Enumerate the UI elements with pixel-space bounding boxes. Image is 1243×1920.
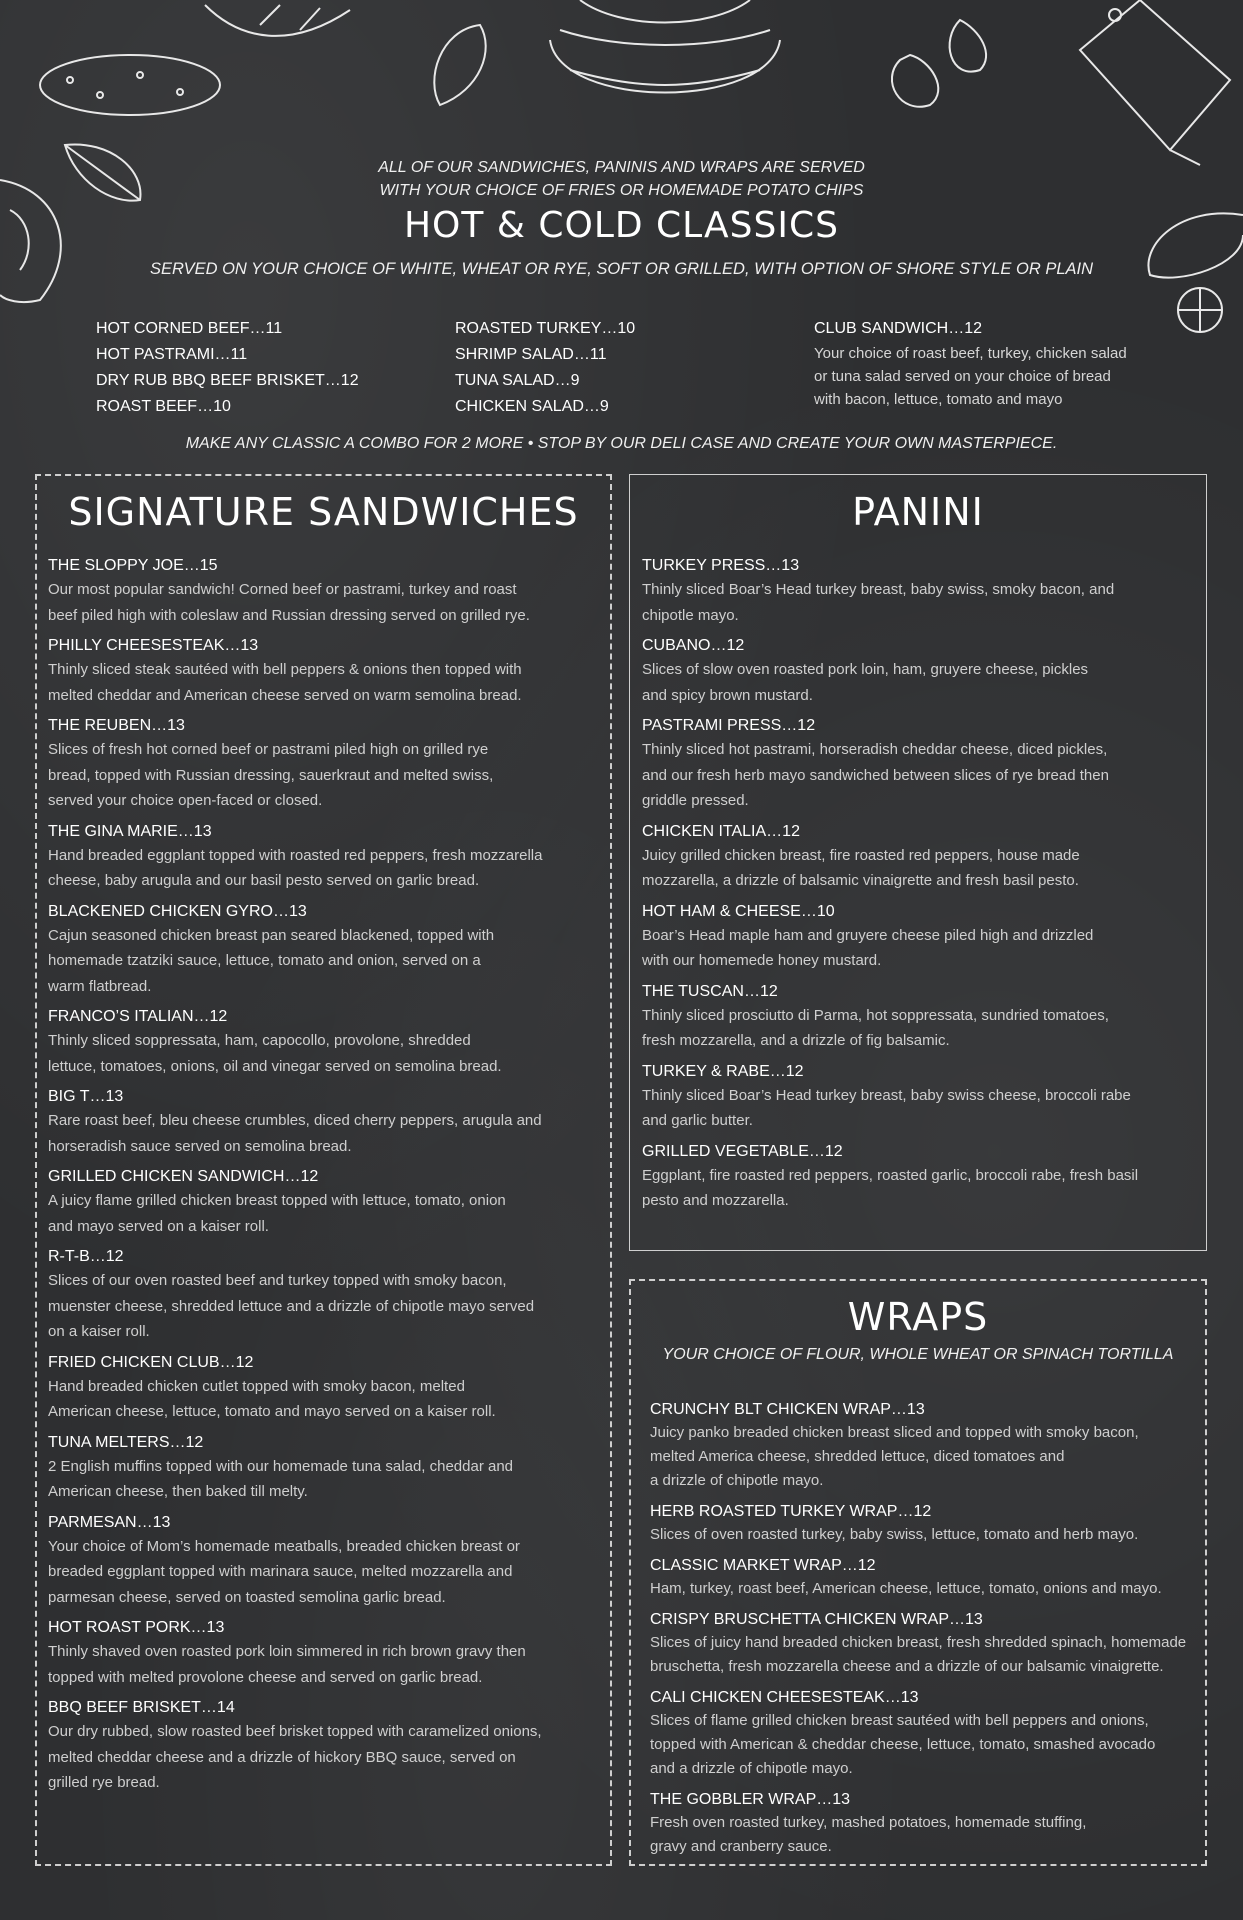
menu-item-description [48, 1268, 608, 1345]
description-line: Juicy grilled chicken breast, fire roasted red peppers, house made [642, 846, 1080, 864]
description-line: melted cheddar and American cheese served on warm semolina bread. [48, 686, 522, 704]
menu-item-name: BLACKENED CHICKEN GYRO…13 [48, 902, 307, 920]
description-line: Fresh oven roasted turkey, mashed potatoes, homemade stuffing, [650, 1814, 1087, 1831]
menu-item-description [48, 1454, 608, 1505]
menu-item-name: HOT ROAST PORK…13 [48, 1619, 225, 1636]
description-line: griddle pressed. [642, 792, 749, 809]
classics-subtitle: SERVED ON YOUR CHOICE OF WHITE, WHEAT OR RYE, SOFT OR GRILLED, WITH OPTION OF SHORE STYLE OR PLAIN [149, 260, 1094, 278]
menu-item-name: GRILLED VEGETABLE…12 [642, 1142, 843, 1160]
club-sandwich-desc: Your choice of roast beef, turkey, chicken salad or tuna salad served on your choice of bread with bacon, lettuce, tomato and mayo [814, 345, 1127, 408]
description-line: fresh mozzarella, and a drizzle of fig balsamic. [642, 1032, 950, 1049]
menu-item-name: FRANCO’S ITALIAN…12 [48, 1008, 228, 1025]
menu-item-description [642, 923, 1202, 974]
menu-item-description [48, 737, 608, 814]
description-line: parmesan cheese, served on toasted semolina garlic bread. [48, 1588, 446, 1606]
description-line: cheese, baby arugula and our basil pesto served on garlic bread. [48, 872, 480, 889]
menu-item-description [48, 923, 608, 1000]
description-line: American cheese, then baked till melty. [48, 1483, 308, 1500]
classic-item: TUNA SALAD…9 [455, 372, 580, 389]
menu-item-description [642, 1083, 1202, 1134]
description-line: melted cheddar cheese and a drizzle of hickory BBQ sauce, served on [48, 1748, 516, 1766]
menu-item-description [48, 657, 608, 708]
menu-item-name: PHILLY CHEESESTEAK…13 [48, 637, 259, 654]
menu-item-description [48, 1028, 608, 1079]
garlic-doodle [880, 10, 1000, 120]
menu-item-description [642, 657, 1202, 708]
description-line: Thinly sliced hot pastrami, horseradish cheddar cheese, diced pickles, [642, 741, 1108, 758]
classic-item: ROASTED TURKEY…10 [455, 320, 636, 337]
menu-item-description [48, 1188, 608, 1239]
description-line: Thinly sliced prosciutto di Parma, hot soppressata, sundried tomatoes, [642, 1006, 1109, 1024]
description-line: 2 English muffins topped with our homemade tuna salad, cheddar and [48, 1457, 514, 1475]
intro-line-2: WITH YOUR CHOICE OF FRIES OR HOMEMADE POTATO CHIPS [379, 182, 864, 199]
classics-column-1 [96, 316, 359, 420]
menu-item-name: TUNA MELTERS…12 [48, 1433, 204, 1451]
combo-note: MAKE ANY CLASSIC A COMBO FOR 2 MORE • STOP BY OUR DELI CASE AND CREATE YOUR OWN MASTERPIECE. [185, 435, 1058, 452]
description-line: Slices of our oven roasted beef and turkey topped with smoky bacon, [48, 1272, 507, 1289]
description-line: Slices of juicy hand breaded chicken breast, fresh shredded spinach, homemade [650, 1634, 1187, 1651]
description-line: lettuce, tomatoes, onions, oil and vinegar served on semolina bread. [48, 1057, 502, 1075]
menu-item-name: FRIED CHICKEN CLUB…12 [48, 1353, 254, 1371]
classics-column-3 [814, 316, 1134, 411]
menu-item-description [48, 1719, 608, 1796]
description-line: warm flatbread. [48, 977, 152, 995]
menu-item-name: CHICKEN ITALIA…12 [642, 822, 800, 840]
description-line: and a drizzle of chipotle mayo. [650, 1760, 853, 1777]
description-line: Boar’s Head maple ham and gruyere cheese piled high and drizzled [642, 926, 1094, 944]
description-line: Hand breaded eggplant topped with roasted red peppers, fresh mozzarella [48, 846, 543, 864]
description-line: Thinly sliced steak sautéed with bell peppers & onions then topped with [48, 661, 522, 678]
menu-item-description [650, 1523, 1205, 1547]
description-line: Cajun seasoned chicken breast pan seared blackened, topped with [48, 926, 495, 944]
description-line: mozzarella, a drizzle of balsamic vinaigrette and fresh basil pesto. [642, 872, 1079, 889]
menu-item-name: PARMESAN…13 [48, 1513, 171, 1531]
description-line: served your choice open-faced or closed. [48, 792, 323, 809]
description-line: chipotle mayo. [642, 606, 739, 624]
cleaver-doodle [1040, 0, 1243, 170]
menu-item-description [650, 1811, 1205, 1859]
description-line: topped with American & cheddar cheese, lettuce, tomato, smashed avocado [650, 1736, 1156, 1753]
club-sandwich-name: CLUB SANDWICH…12 [814, 320, 983, 337]
description-line: grilled rye bread. [48, 1774, 160, 1791]
wraps-title: WRAPS [847, 1295, 989, 1339]
panini-title: PANINI [852, 490, 984, 534]
menu-item-name: CLASSIC MARKET WRAP…12 [650, 1557, 876, 1574]
description-line: Thinly sliced Boar’s Head turkey breast, baby swiss cheese, broccoli rabe [642, 1086, 1131, 1104]
signature-items-list [48, 548, 608, 1796]
description-line: Thinly shaved oven roasted pork loin simmered in rich brown gravy then [48, 1643, 526, 1660]
menu-item-description [650, 1709, 1205, 1781]
menu-item-description [642, 577, 1202, 628]
description-line: pesto and mozzarella. [642, 1192, 789, 1209]
description-line: bread, topped with Russian dressing, sauerkraut and melted swiss, [48, 766, 494, 784]
description-line: Slices of flame grilled chicken breast sautéed with bell peppers and onions, [650, 1712, 1149, 1729]
menu-item-name: GRILLED CHICKEN SANDWICH…12 [48, 1168, 319, 1185]
menu-item-name: TURKEY PRESS…13 [642, 557, 800, 574]
menu-item-name: CRISPY BRUSCHETTA CHICKEN WRAP…13 [650, 1611, 983, 1628]
description-line: with our homemede honey mustard. [642, 952, 882, 969]
menu-item-description [650, 1421, 1205, 1493]
classic-item: SHRIMP SALAD…11 [455, 346, 607, 363]
description-line: breaded eggplant topped with marinara sauce, melted mozzarella and [48, 1563, 513, 1580]
classic-item: CHICKEN SALAD…9 [455, 398, 609, 415]
description-line: Your choice of Mom’s homemade meatballs, breaded chicken breast or [48, 1537, 520, 1555]
description-line: and our fresh herb mayo sandwiched between slices of rye bread then [642, 766, 1109, 784]
menu-item-name: THE GINA MARIE…13 [48, 822, 212, 840]
description-line: A juicy flame grilled chicken breast topped with lettuce, tomato, onion [48, 1192, 506, 1209]
description-line: Hand breaded chicken cutlet topped with smoky bacon, melted [48, 1377, 465, 1395]
menu-item-description [48, 1639, 608, 1690]
description-line: homemade tzatziki sauce, lettuce, tomato and onion, served on a [48, 952, 481, 969]
intro-line-1: ALL OF OUR SANDWICHES, PANINIS AND WRAPS ARE SERVED [378, 159, 865, 176]
description-line: and mayo served on a kaiser roll. [48, 1217, 269, 1235]
menu-item-description [48, 577, 608, 628]
description-line: Thinly sliced Boar’s Head turkey breast, baby swiss, smoky bacon, and [642, 581, 1115, 598]
description-line: Our dry rubbed, slow roasted beef brisket topped with caramelized onions, [48, 1723, 542, 1740]
menu-item-name: TURKEY & RABE…12 [642, 1062, 804, 1080]
description-line: bruschetta, fresh mozzarella cheese and a drizzle of our balsamic vinaigrette. [650, 1658, 1164, 1675]
menu-item-description [642, 1163, 1202, 1214]
description-line: horseradish sauce served on semolina bread. [48, 1137, 352, 1155]
wraps-subtitle: YOUR CHOICE OF FLOUR, WHOLE WHEAT OR SPINACH TORTILLA [662, 1346, 1174, 1363]
menu-item-name: PASTRAMI PRESS…12 [642, 717, 816, 734]
lettuce-doodle [200, 0, 360, 60]
menu-item-name: HERB ROASTED TURKEY WRAP…12 [650, 1503, 932, 1520]
menu-item-description [650, 1577, 1205, 1601]
menu-item-name: THE REUBEN…13 [48, 717, 185, 734]
menu-item-description [642, 1003, 1202, 1054]
menu-item-name: CRUNCHY BLT CHICKEN WRAP…13 [650, 1401, 925, 1418]
description-line: melted America cheese, shredded lettuce, diced tomatoes and [650, 1448, 1065, 1465]
basil-leaf-doodle [420, 20, 500, 110]
description-line: Juicy panko breaded chicken breast sliced and topped with smoky bacon, [650, 1424, 1139, 1441]
menu-item-description [642, 843, 1202, 894]
signature-title: SIGNATURE SANDWICHES [68, 490, 579, 534]
classics-title: HOT & COLD CLASSICS [403, 205, 839, 246]
description-line: American cheese, lettuce, tomato and mayo served on a kaiser roll. [48, 1403, 496, 1420]
menu-item-name: BIG T…13 [48, 1088, 124, 1105]
description-line: on a kaiser roll. [48, 1323, 150, 1340]
menu-item-description [642, 737, 1202, 814]
wraps-items-list [650, 1391, 1205, 1859]
description-line: muenster cheese, shredded lettuce and a drizzle of chipotle mayo served [48, 1297, 535, 1315]
menu-item-name: HOT HAM & CHEESE…10 [642, 902, 835, 920]
menu-item-name: THE SLOPPY JOE…15 [48, 557, 218, 574]
description-line: a drizzle of chipotle mayo. [650, 1472, 824, 1489]
menu-item-name: CALI CHICKEN CHEESESTEAK…13 [650, 1689, 919, 1706]
classic-item: HOT CORNED BEEF…11 [96, 320, 283, 337]
menu-item-description [48, 1374, 608, 1425]
description-line: Thinly sliced soppressata, ham, capocollo, provolone, shredded [48, 1032, 471, 1049]
classic-item: HOT PASTRAMI…11 [96, 346, 248, 363]
description-line: Rare roast beef, bleu cheese crumbles, diced cherry peppers, arugula and [48, 1112, 542, 1129]
description-line: Slices of oven roasted turkey, baby swiss, lettuce, tomato and herb mayo. [650, 1526, 1139, 1543]
menu-item-description [650, 1631, 1205, 1679]
description-line: Slices of slow oven roasted pork loin, ham, gruyere cheese, pickles [642, 661, 1089, 678]
menu-item-description [48, 1534, 608, 1611]
description-line: and garlic butter. [642, 1112, 753, 1129]
menu-item-description [48, 1108, 608, 1159]
menu-item-name: CUBANO…12 [642, 637, 745, 654]
description-line: Our most popular sandwich! Corned beef or pastrami, turkey and roast [48, 581, 517, 598]
description-line: topped with melted provolone cheese and served on garlic bread. [48, 1668, 483, 1686]
menu-item-name: THE TUSCAN…12 [642, 982, 778, 1000]
description-line: beef piled high with coleslaw and Russian dressing served on grilled rye. [48, 606, 530, 624]
description-line: Ham, turkey, roast beef, American cheese, lettuce, tomato, onions and mayo. [650, 1580, 1162, 1597]
description-line: gravy and cranberry sauce. [650, 1838, 832, 1855]
description-line: Eggplant, fire roasted red peppers, roasted garlic, broccoli rabe, fresh basil [642, 1166, 1139, 1184]
description-line: Slices of fresh hot corned beef or pastrami piled high on grilled rye [48, 741, 489, 758]
classic-item: ROAST BEEF…10 [96, 398, 231, 415]
classic-item: DRY RUB BBQ BEEF BRISKET…12 [96, 372, 359, 389]
menu-item-name: BBQ BEEF BRISKET…14 [48, 1699, 235, 1716]
classics-column-2 [455, 316, 635, 420]
panini-items-list [642, 548, 1202, 1214]
menu-item-name: R-T-B…12 [48, 1248, 124, 1265]
menu-item-name: THE GOBBLER WRAP…13 [650, 1791, 851, 1808]
menu-item-description [48, 843, 608, 894]
description-line: and spicy brown mustard. [642, 686, 813, 704]
burger-doodle [540, 0, 790, 130]
